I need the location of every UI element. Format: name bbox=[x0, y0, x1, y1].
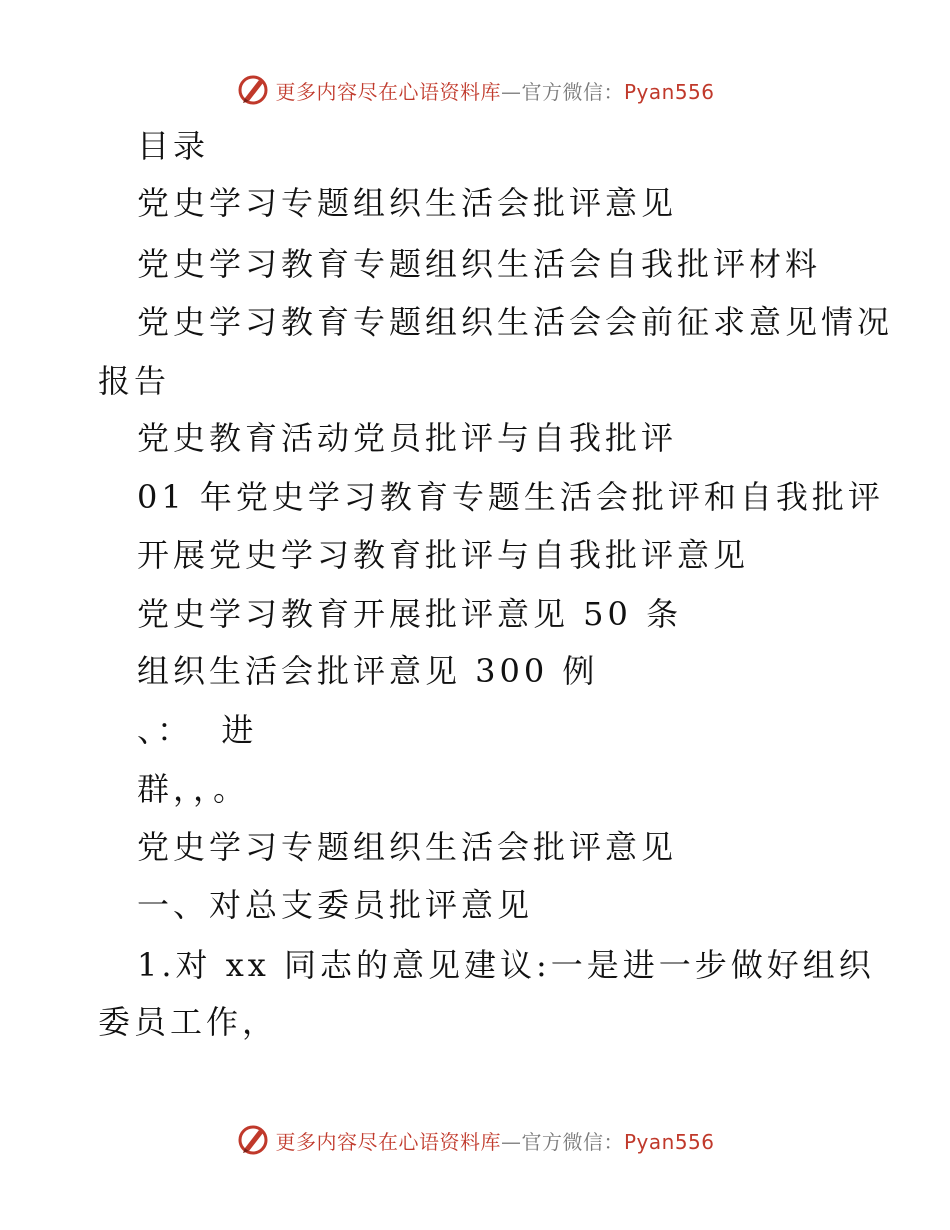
toc-item: 党史学习专题组织生活会批评意见 bbox=[137, 184, 678, 222]
banner-text bbox=[275, 76, 714, 105]
body-text: 、： 进 bbox=[137, 711, 258, 749]
pen-logo-icon bbox=[235, 1122, 271, 1158]
body-paragraph: 1.对 xx 同志的意见建议:一是进一步做好组织 bbox=[137, 946, 875, 984]
section-heading: 党史学习专题组织生活会批评意见 bbox=[137, 828, 678, 866]
banner-text bbox=[275, 1126, 714, 1155]
pen-logo-icon bbox=[235, 72, 271, 108]
banner-site-name: 更多内容尽在心语资料库 bbox=[275, 79, 501, 104]
body-text: 群，，。 bbox=[137, 770, 250, 808]
banner-dash: — bbox=[500, 1129, 522, 1154]
toc-item: 组织生活会批评意见 300 例 bbox=[137, 652, 599, 690]
banner-wechat-label: 官方微信： bbox=[521, 1129, 624, 1154]
toc-item: 01 年党史学习教育专题生活会批评和自我批评 bbox=[137, 478, 884, 516]
banner-site-name: 更多内容尽在心语资料库 bbox=[275, 1129, 501, 1154]
header-banner bbox=[0, 70, 950, 110]
footer-banner bbox=[0, 1120, 950, 1160]
banner-wechat-id: Pyan556 bbox=[623, 79, 715, 104]
banner-wechat-id: Pyan556 bbox=[623, 1129, 715, 1154]
toc-item-continuation: 报告 bbox=[98, 362, 171, 400]
banner-dash: — bbox=[500, 79, 522, 104]
toc-item: 党史学习教育专题组织生活会自我批评材料 bbox=[137, 245, 822, 283]
toc-item: 党史学习教育专题组织生活会会前征求意见情况 bbox=[137, 303, 894, 341]
toc-item: 党史教育活动党员批评与自我批评 bbox=[137, 419, 678, 457]
toc-item: 党史学习教育开展批评意见 50 条 bbox=[137, 595, 683, 633]
subsection-heading: 一、对总支委员批评意见 bbox=[137, 886, 534, 924]
toc-title: 目录 bbox=[137, 127, 210, 165]
banner-wechat-label: 官方微信： bbox=[521, 79, 624, 104]
toc-item: 开展党史学习教育批评与自我批评意见 bbox=[137, 536, 750, 574]
body-paragraph-continuation: 委员工作， bbox=[98, 1003, 279, 1041]
